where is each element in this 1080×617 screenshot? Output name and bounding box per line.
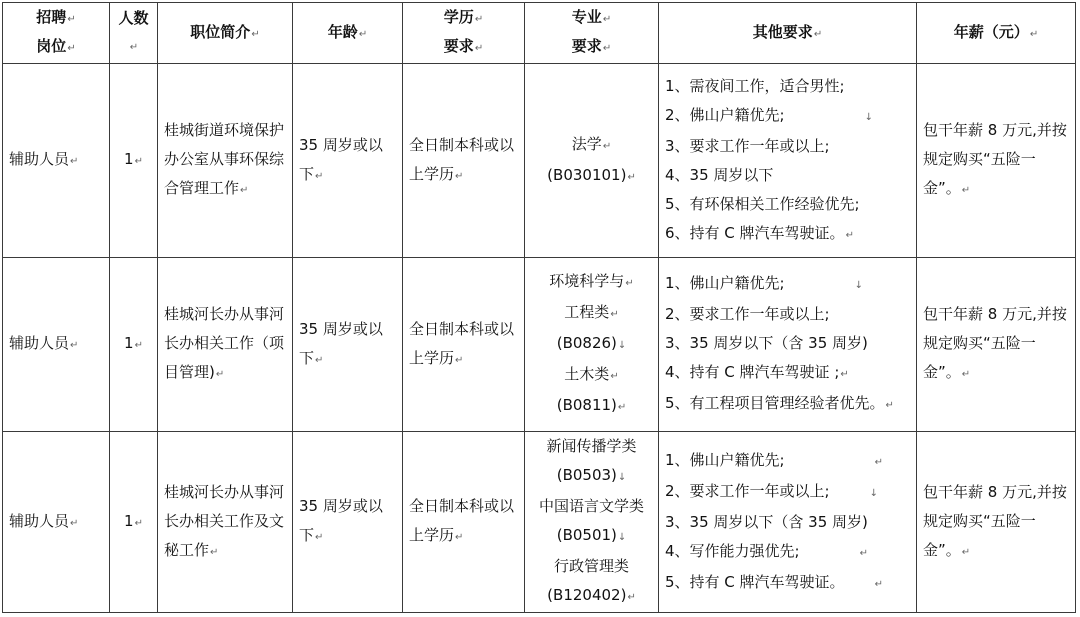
count-cell: 1↵ xyxy=(110,258,158,432)
table-row xyxy=(3,64,1076,258)
requirement-item: 4、35 周岁以下 xyxy=(665,165,774,184)
education-cell: 全日制本科或以上学历↵ xyxy=(403,258,525,432)
count-cell: 1↵ xyxy=(110,64,158,258)
requirement-item: 2、佛山户籍优先; ↓ xyxy=(665,105,873,124)
count-cell: 1↵ xyxy=(110,432,158,613)
age-cell: 35 周岁或以下↵ xyxy=(293,258,403,432)
age-cell: 35 周岁或以下↵ xyxy=(293,64,403,258)
header-row xyxy=(3,3,1076,64)
requirement-item: 2、要求工作一年或以上; xyxy=(665,305,830,323)
salary-cell: 包干年薪 8 万元,并按规定购买“五险一金”。↵ xyxy=(917,432,1076,613)
header-other-requirements: 其他要求↵ xyxy=(659,3,917,64)
description-cell: 桂城河长办从事河长办相关工作（项目管理)↵ xyxy=(158,258,293,432)
header-age: 年龄↵ xyxy=(293,3,403,64)
header-salary: 年薪（元）↵ xyxy=(917,3,1076,64)
major-cell: 环境科学与↵ 工程类↵ (B0826)↓ 土木类↵ (B0811)↵ xyxy=(525,258,659,432)
requirement-item: 4、写作能力强优先; ↵ xyxy=(665,541,868,560)
requirement-item: 3、要求工作一年或以上; xyxy=(665,136,830,155)
requirements-cell xyxy=(659,64,917,258)
description-cell: 桂城街道环境保护办公室从事环保综合管理工作↵ xyxy=(158,64,293,258)
recruitment-table xyxy=(2,2,1076,613)
position-cell: 辅助人员↵ xyxy=(3,432,110,613)
position-cell: 辅助人员↵ xyxy=(3,64,110,258)
salary-cell: 包干年薪 8 万元,并按规定购买“五险一金”。↵ xyxy=(917,64,1076,258)
requirement-item: 4、持有 C 牌汽车驾驶证 ;↵ xyxy=(665,363,849,381)
requirement-item: 3、35 周岁以下（含 35 周岁) xyxy=(665,512,868,531)
age-cell: 35 周岁或以下↵ xyxy=(293,432,403,613)
education-cell: 全日制本科或以上学历↵ xyxy=(403,64,525,258)
position-cell: 辅助人员↵ xyxy=(3,258,110,432)
requirement-item: 6、持有 C 牌汽车驾驶证。↵ xyxy=(665,223,854,242)
major-cell: 法学↵ (B030101)↵ xyxy=(525,64,659,258)
requirement-item: 1、需夜间工作，适合男性; xyxy=(665,76,845,95)
table-row xyxy=(3,432,1076,613)
education-cell: 全日制本科或以上学历↵ xyxy=(403,432,525,613)
requirement-item: 5、有工程项目管理经验者优先。↵ xyxy=(665,394,894,412)
requirement-item: 3、35 周岁以下（含 35 周岁) xyxy=(665,334,868,352)
salary-cell: 包干年薪 8 万元,并按规定购买“五险一金”。↵ xyxy=(917,258,1076,432)
requirements-cell xyxy=(659,432,917,613)
header-education: 学历↵ 要求↵ xyxy=(403,3,525,64)
table-row xyxy=(3,258,1076,432)
header-count: 人数↵ xyxy=(110,3,158,64)
requirement-item: 1、佛山户籍优先; ↵ xyxy=(665,450,883,469)
requirement-item: 5、持有 C 牌汽车驾驶证。 ↵ xyxy=(665,572,883,591)
requirement-item: 1、佛山户籍优先; ↓ xyxy=(665,274,863,292)
header-major: 专业↵ 要求↵ xyxy=(525,3,659,64)
header-position: 招聘↵ 岗位↵ xyxy=(3,3,110,64)
major-cell: 新闻传播学类 (B0503)↓ 中国语言文学类 (B0501)↓ 行政管理类 (B120402)↵ xyxy=(525,432,659,613)
description-cell: 桂城河长办从事河长办相关工作及文秘工作↵ xyxy=(158,432,293,613)
requirement-item: 2、要求工作一年或以上; ↓ xyxy=(665,481,878,500)
requirement-item: 5、有环保相关工作经验优先; xyxy=(665,194,860,213)
requirements-cell xyxy=(659,258,917,432)
header-description: 职位简介↵ xyxy=(158,3,293,64)
